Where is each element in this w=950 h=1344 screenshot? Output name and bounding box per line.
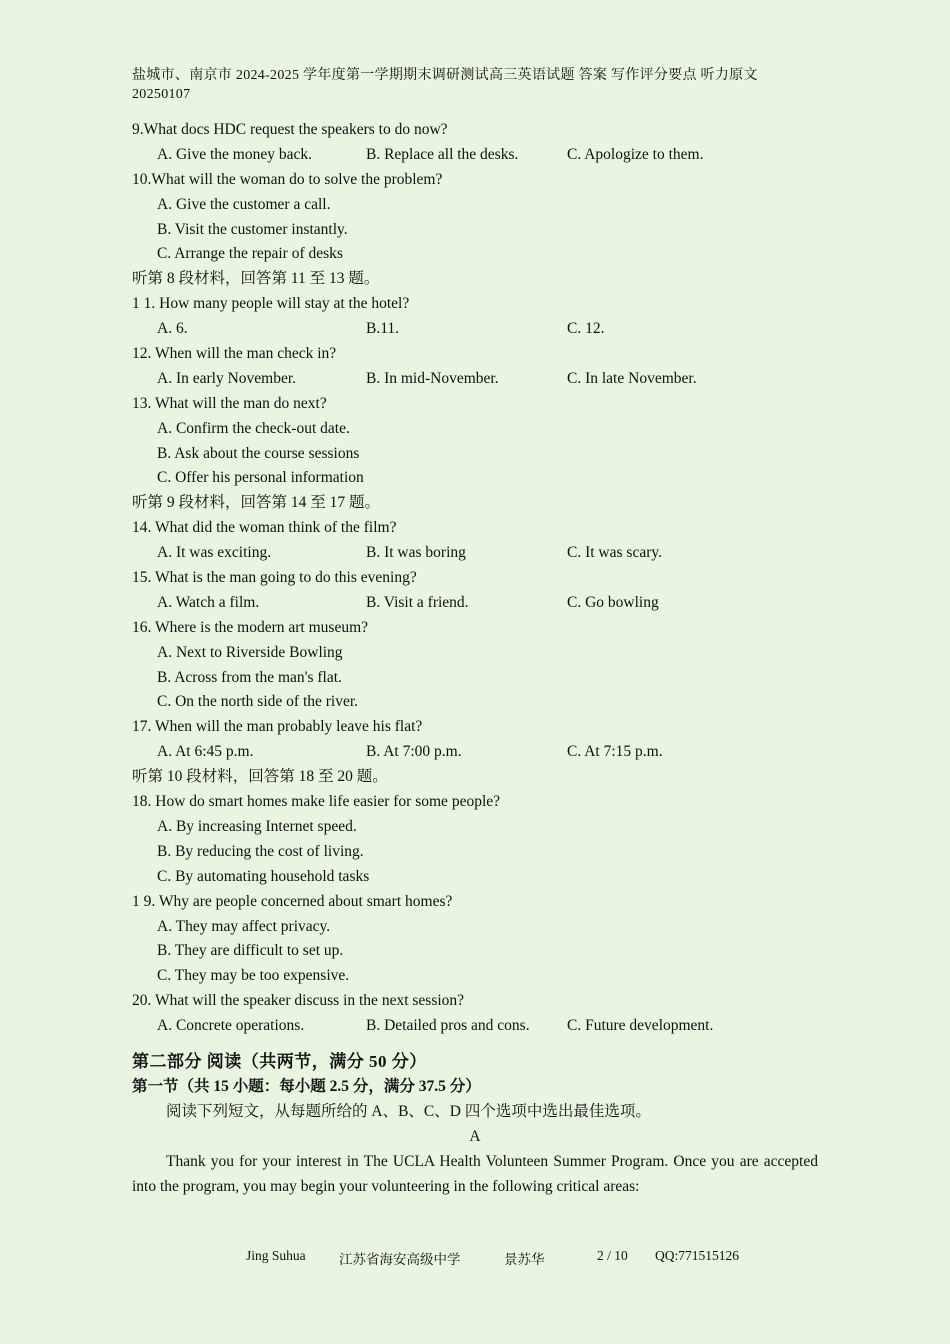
reading-instruction: 阅读下列短文，从每题所给的 A、B、C、D 四个选项中选出最佳选项。: [166, 1102, 651, 1120]
question-line: 16. Where is the modern art museum?: [132, 618, 369, 636]
part2-title: 第二部分 阅读（共两节，满分 50 分）: [132, 1051, 427, 1071]
answer-option: B. They are difficult to set up.: [157, 942, 344, 960]
answer-option-c: C. In late November.: [567, 369, 697, 387]
answer-option: A. Confirm the check-out date.: [157, 419, 350, 437]
answer-options-row: [132, 740, 818, 765]
answer-option: A. Give the customer a call.: [157, 195, 331, 213]
question-line: 15. What is the man going to do this evening?: [132, 569, 417, 587]
answer-option: A. They may affect privacy.: [157, 917, 331, 935]
answer-option-a: A. Give the money back.: [157, 145, 312, 163]
answer-option: B. By reducing the cost of living.: [157, 842, 364, 860]
document-page: [132, 66, 818, 1199]
footer-name-cn: 景苏华: [504, 1252, 545, 1267]
section1-title: 第一节（共 15 小题：每小题 2.5 分，满分 37.5 分）: [132, 1077, 481, 1095]
answer-option: C. They may be too expensive.: [157, 967, 350, 985]
answer-option-c: C. Go bowling: [567, 593, 659, 611]
question-line: 14. What did the woman think of the film?: [132, 519, 397, 537]
answer-options-row: [132, 143, 818, 168]
question-line: 12. When will the man check in?: [132, 345, 337, 363]
question-line: 1 9. Why are people concerned about smart homes?: [132, 892, 453, 910]
question-line: 18. How do smart homes make life easier for some people?: [132, 793, 501, 811]
answer-option-c: C. It was scary.: [567, 544, 662, 562]
answer-option: C. Offer his personal information: [157, 469, 364, 487]
answer-option-a: A. Concrete operations.: [157, 1017, 305, 1035]
footer-qq: QQ:771515126: [655, 1248, 739, 1263]
document-header: [132, 66, 818, 104]
answer-options-row: [132, 317, 818, 342]
answer-option: C. Arrange the repair of desks: [157, 245, 343, 263]
footer-author: Jing Suhua: [246, 1248, 306, 1263]
question-list: [132, 118, 818, 1039]
question-line: 听第 10 段材料，回答第 18 至 20 题。: [132, 768, 388, 786]
answer-option-c: C. Future development.: [567, 1017, 714, 1035]
question-line: 听第 9 段材料，回答第 14 至 17 题。: [132, 494, 381, 512]
answer-option-b: B. Visit a friend.: [366, 593, 469, 611]
answer-option-a: A. It was exciting.: [157, 544, 272, 562]
answer-option: A. Next to Riverside Bowling: [157, 643, 343, 661]
answer-option: C. On the north side of the river.: [157, 693, 359, 711]
answer-option-c: C. 12.: [567, 320, 605, 338]
question-line: 17. When will the man probably leave his flat?: [132, 718, 423, 736]
question-line: 20. What will the speaker discuss in the next session?: [132, 992, 465, 1010]
header-title: 盐城市、南京市 2024-2025 学年度第一学期期末调研测试高三英语试题 答案 写作评分要点 听力原文: [132, 68, 758, 83]
answer-options-row: [132, 1014, 818, 1039]
passage-paragraph: Thank you for your interest in The UCLA Health Volunteen Summer Program. Once you are accepted into the program, you may begin your volunteering in the following critical areas:: [132, 1152, 818, 1195]
answer-option: B. Ask about the course sessions: [157, 444, 360, 462]
header-date: 20250107: [132, 87, 191, 102]
answer-option: B. Visit the customer instantly.: [157, 220, 348, 238]
footer-page-number: 2 / 10: [597, 1248, 628, 1263]
answer-options-row: [132, 541, 818, 566]
answer-option-b: B. Replace all the desks.: [366, 145, 519, 163]
answer-option: C. By automating household tasks: [157, 867, 370, 885]
answer-option-c: C. Apologize to them.: [567, 145, 704, 163]
answer-option-a: A. At 6:45 p.m.: [157, 743, 254, 761]
page-footer: [0, 1248, 950, 1268]
question-line: 1 1. How many people will stay at the hotel?: [132, 295, 410, 313]
answer-option-b: B. Detailed pros and cons.: [366, 1017, 530, 1035]
question-line: 听第 8 段材料，回答第 11 至 13 题。: [132, 270, 380, 288]
answer-options-row: [132, 367, 818, 392]
answer-option-a: A. Watch a film.: [157, 593, 260, 611]
question-line: 13. What will the man do next?: [132, 394, 327, 412]
answer-option: A. By increasing Internet speed.: [157, 817, 357, 835]
answer-option-b: B. It was boring: [366, 544, 466, 562]
footer-school: 江苏省海安高级中学: [339, 1252, 461, 1267]
answer-option-a: A. 6.: [157, 320, 188, 338]
answer-options-row: [132, 591, 818, 616]
question-line: 10.What will the woman do to solve the problem?: [132, 170, 443, 188]
answer-option-b: B. At 7:00 p.m.: [366, 743, 462, 761]
answer-option-b: B.11.: [366, 320, 400, 338]
answer-option-a: A. In early November.: [157, 369, 297, 387]
passage-label: A: [469, 1127, 481, 1145]
answer-option-c: C. At 7:15 p.m.: [567, 743, 663, 761]
question-line: 9.What docs HDC request the speakers to do now?: [132, 121, 448, 138]
answer-option: B. Across from the man's flat.: [157, 668, 342, 686]
answer-option-b: B. In mid-November.: [366, 369, 499, 387]
